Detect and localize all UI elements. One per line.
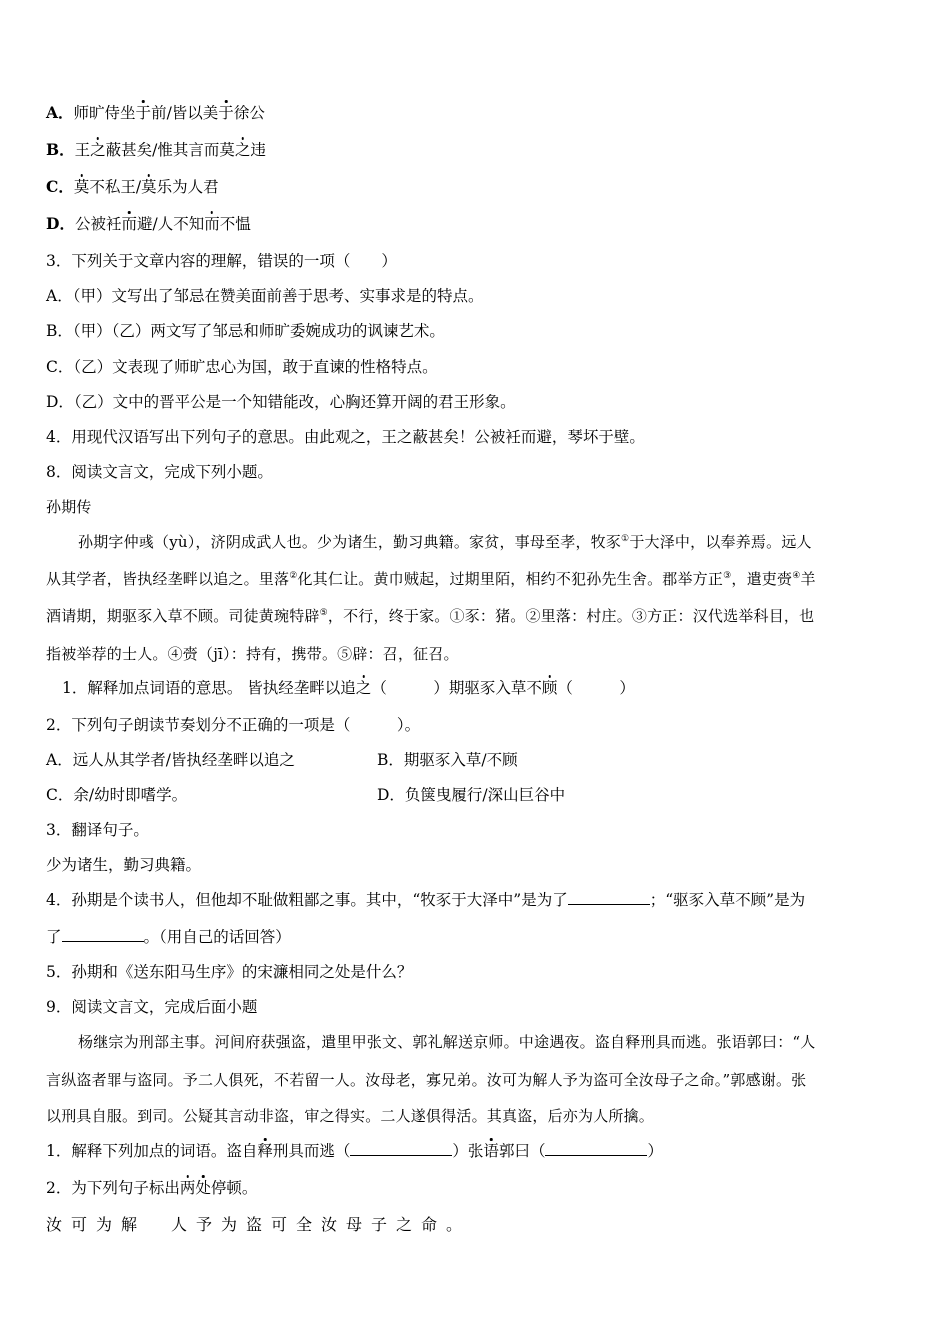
s8-option-a: A．远人从其学者/皆执经垄畔以追之 [46, 751, 295, 769]
s8-question-2-row-1 [46, 750, 906, 770]
s8-question-4-line-1: 4．孙期是个读书人，但他却不耻做粗鄙之事。其中，“牧豕于大泽中”是为了 ；“驱豕入草不顾”是为 [46, 891, 806, 909]
question-3-option-a: A．（甲）文写出了邹忌在赞美面前善于思考、实事求是的特点。 [46, 287, 484, 305]
s8-option-c: C．余/幼时即嗜学。 [46, 786, 188, 804]
passage-line-3: 酒请期，期驱豕入草不顾。司徒黄琬特辟⑤，不行，终于家。①豕：猪。②里落：村庄。③方正：汉代选举科目，也 [46, 607, 815, 625]
s9-passage-line-2: 言纵盗者罪与盗同。予二人俱死，不若留一人。汝母老，寡兄弟。汝可为解人予为盗可全汝母子之命。”郭感谢。张 [46, 1071, 807, 1089]
question-3-option-b: B．（甲）（乙）两文写了邹忌和师旷委婉成功的讽谏艺术。 [46, 322, 445, 340]
s8-question-2-row-2 [46, 785, 906, 805]
question-3-option-c: C．（乙）文表现了师旷忠心为国，敢于直谏的性格特点。 [46, 358, 438, 376]
s8-question-2-stem: 2．下列句子朗读节奏划分不正确的一项是（ ）。 [46, 716, 421, 734]
option-c: C．莫不私王/莫乐为人君 [46, 177, 219, 196]
question-3-stem: 3．下列关于文章内容的理解，错误的一项（ ） [46, 252, 397, 270]
s9-passage-line-1: 杨继宗为刑部主事。河间府获强盗，遣里甲张文、郭礼解送京师。中途遇夜。盗自释刑具而逃。张语郭曰：“人 [78, 1033, 816, 1051]
s8-question-3-sentence: 少为诸生，勤习典籍。 [46, 856, 202, 874]
s9-question-2-sentence: 汝可为解 人予为盗可全汝母子之命。 [46, 1215, 472, 1234]
s8-question-5: 5．孙期和《送东阳马生序》的宋濂相同之处是什么？ [46, 963, 413, 981]
section-9-heading: 9．阅读文言文，完成后面小题 [46, 998, 258, 1016]
answer-blank[interactable] [62, 927, 144, 942]
option-d: D．公被衽而避/人不知而不愠 [46, 214, 251, 233]
passage-title: 孙期传 [46, 498, 92, 516]
s9-question-1: 1．解释下列加点的词语。盗自释刑具而逃（ ）张语郭曰（ ） [46, 1142, 663, 1160]
question-4: 4．用现代汉语写出下列句子的意思。由此观之，王之蔽甚矣！公被衽而避，琴坏于壁。 [46, 428, 645, 446]
answer-blank[interactable] [545, 1141, 647, 1156]
passage-line-1: 孙期字仲彧（yù），济阴成武人也。少为诸生，勤习典籍。家贫，事母至孝，牧豕①于大泽中，以奉养焉。远人 [78, 533, 812, 551]
option-b: B．王之蔽甚矣/惟其言而莫之违 [46, 140, 266, 159]
s9-passage-line-3: 以刑具自服。到司。公疑其言动非盗，审之得实。二人遂俱得活。其真盗，后亦为人所擒。 [46, 1107, 655, 1125]
answer-blank[interactable] [350, 1141, 452, 1156]
question-3-option-d: D．（乙）文中的晋平公是一个知错能改，心胸还算开阔的君王形象。 [46, 393, 516, 411]
s9-question-2: 2．为下列句子标出两处停顿。 [46, 1179, 258, 1197]
s8-question-4-line-2: 了 。（用自己的话回答） [46, 928, 291, 946]
passage-line-4: 指被举荐的士人。④赍（jī）：持有，携带。⑤辟：召，征召。 [46, 645, 459, 663]
s8-question-1: 1．解释加点词语的意思。 皆执经垄畔以追之（ ）期驱豕入草不顾（ ） [62, 679, 635, 697]
section-8-heading: 8．阅读文言文，完成下列小题。 [46, 463, 273, 481]
passage-line-2: 从其学者，皆执经垄畔以追之。里落②化其仁让。黄巾贼起，过期里陌，相约不犯孙先生舍。郡举方正③，遣吏赍④羊 [46, 570, 816, 588]
s8-question-3: 3．翻译句子。 [46, 821, 149, 839]
option-a: A．师旷侍坐于前/皆以美于徐公 [46, 103, 265, 122]
answer-blank[interactable] [568, 890, 650, 905]
s8-option-b: B．期驱豕入草/不顾 [377, 751, 518, 769]
s8-option-d: D．负箧曳履行/深山巨谷中 [377, 786, 566, 804]
